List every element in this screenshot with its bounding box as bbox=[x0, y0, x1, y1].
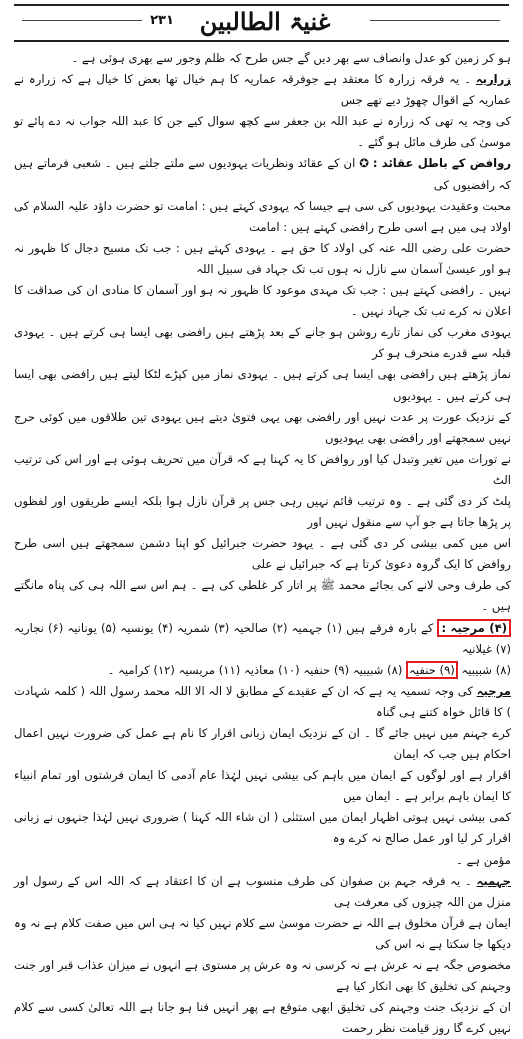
text-line: اس میں کمی بیشی کر دی گئی ہے ۔ یہود حضرت جبرائیل کو اپنا دشمن سمجھتے ہیں اسی طرح روافض کا ایک گروہ دعویٰ کرتا ہے کہ جبرائیل نے علی bbox=[14, 536, 511, 572]
text-line: حضرت علی رضی اللہ عنہ کی اولاد کا حق ہے ۔ یہودی کہتے ہیں : جب تک مسیح دجال کا ظہور نہ ہو اور عیسیٰ آسمان سے نازل نہ ہوں تب تک جہاد فی سبیل اللہ bbox=[14, 240, 511, 276]
text-line: مرجیہ کی وجہ تسمیہ یہ ہے کہ ان کے عقیدے کے مطابق لا الہ الا اللہ محمد رسول اللہ ( کلمہ شہادت ) کا قائل خواہ کتنے ہی گناہ bbox=[14, 683, 511, 719]
text-line: زراریہ ۔ یہ فرقہ زرارہ کا معتقد ہے جوفرقہ عماریہ کا ہم خیال تھا بعض کا خیال ہے کہ زرارہ نے عماریہ کے اقوال چھوڑ دیے تھے جس bbox=[14, 72, 512, 108]
text-line: کمی بیشی نہیں ہوتی اظہار ایمان میں استثنٰی ( ان شاء اللہ کہنا ) ضروری نہیں لہٰذا جنہوں نے زبانی اقرار کر لیا اور عمل صالح نہ کرے وہ bbox=[14, 810, 511, 846]
section-label-zurariya: زراریہ bbox=[475, 72, 512, 87]
text-line: (۸) شبیبیہ (۹) حنفیہ (۸) شبیبیہ (۹) حنفیہ (۱۰) معاذیہ (۱۱) مریسیہ (۱۲) کرامیہ ۔ bbox=[107, 662, 511, 677]
text-line: ان کے نزدیک جنت وجہنم کی تخلیق ابھی متوقع ہے پھر انہیں فنا ہو جانا ہے اللہ تعالیٰ کسی سے کلام نہیں کرے گا روز قیامت نظر رحمت bbox=[14, 1000, 511, 1036]
text-line: کے نزدیک عورت پر عدت نہیں اور رافضی بھی یہی فتویٰ دیتے ہیں یہودی تین طلاقوں میں کوئی حرج نہیں سمجھتے اور رافضی بھی یہودیوں bbox=[14, 409, 511, 445]
header-rule-left bbox=[22, 20, 142, 21]
text-line: ہو کر زمین کو عدل وانصاف سے بھر دیں گے جس طرح کہ ظلم وجور سے بھری ہوئی ہے ۔ bbox=[71, 51, 511, 65]
text-line: (۴) مرجیہ : کے بارہ فرقے ہیں (۱) جہمیہ (۲) صالحیہ (۳) شمریہ (۴) یونسیہ (۵) یونانیہ (۶) نجاریہ (۷) غیلانیہ bbox=[14, 620, 511, 656]
text-line: پلٹ کر دی گئی ہے ۔ وہ ترتیب قائم نہیں رہی جس پر قرآن نازل ہوا بلکہ ایسے طریقوں اور لفظوں پر پڑھا جاتا ہے جو آپ سے منقول نہیں اور bbox=[14, 493, 511, 530]
text-line: محبت وعقیدت یہودیوں کی سی ہے جیسا کہ یہودی کہتے ہیں : امامت تو حضرت داؤد علیہ السلام کی اولاد ہی میں ہے اسی طرح رافضی کہتے ہیں : امامت bbox=[14, 198, 511, 234]
text-line: کرے جہنم میں نہیں جائے گا ۔ ان کے نزدیک ایمان زبانی اقرار کا نام ہے عمل کی ضرورت نہیں اعمال احکام ہیں جب کہ ایمان bbox=[14, 726, 511, 762]
section-label-jahmiya: جہمیہ bbox=[476, 873, 511, 888]
text-line: نہیں ۔ رافضی کہتے ہیں : جب تک مہدی موعود کا ظہور نہ ہو اور آسمان کا منادی ان کی صداقت کا اعلان نہ کرے تب تک جہاد نہیں ۔ bbox=[14, 283, 511, 319]
section-label-murjia: مرجیہ bbox=[476, 683, 511, 698]
text-line: اقرار ہے اور لوگوں کے ایمان میں باہم کی بیشی نہیں لہٰذا عام آدمی کا ایمان فرشتوں اور تمام انبیاء کا ایمان باہم برابر ہے ۔ ایمان میں bbox=[14, 768, 511, 804]
hanafiya-highlight-box: (۹) حنفیہ bbox=[406, 661, 458, 679]
text-line: کی طرف وحی لانے کی بجائے محمد ﷺ پر اتار کر غلطی کی ہے ۔ ہم اس سے اللہ ہی کی پناہ مانگتے ہیں ۔ bbox=[14, 578, 511, 614]
section-label-rawafiz: روافض کے باطل عقائد : bbox=[372, 156, 511, 171]
page-number: ۲۳۱ bbox=[150, 13, 174, 28]
murjia-highlight-box: (۴) مرجیہ : bbox=[437, 619, 511, 637]
header-rule-right bbox=[370, 20, 500, 21]
text-line: یہودی مغرب کی نماز تارے روشن ہو جانے کے بعد پڑھتے ہیں رافضی بھی ایسا ہی کرتے ہیں ۔ یہودی قبلہ سے قدرے منحرف ہو کر bbox=[14, 325, 511, 361]
page-body bbox=[14, 48, 511, 1039]
text-line: مخصوص جگہ ہے نہ عرش ہے نہ کرسی نہ وہ عرش پر مستوی ہے انہوں نے میزان عذاب قبر اور جنت وجہنم کی تخلیق کا بھی انکار کیا ہے bbox=[14, 958, 511, 994]
text-line: ایمان ہے قرآن مخلوق ہے اللہ نے حضرت موسیٰ سے کلام نہیں کیا نہ ہی اس میں صفت کلام ہے نہ وہ دیکھا جا سکتا ہے نہ اس کی bbox=[14, 915, 511, 951]
text-line: روافض کے باطل عقائد : ✪ ان کے عقائد ونظریات یہودیوں سے ملتے جلتے ہیں ۔ شعبی فرماتے ہیں کہ رافضیوں کی bbox=[14, 156, 511, 192]
header-border-bottom bbox=[14, 40, 509, 42]
text-line: کی وجہ یہ تھی کہ زرارہ نے عبد اللہ بن جعفر سے کچھ سوال کیے جن کا عبد اللہ جواب نہ دے پائے تو موسیٰ کی طرف مائل ہو گئے ۔ bbox=[14, 114, 511, 150]
text-line: جہمیہ ۔ یہ فرقہ جہم بن صفوان کی طرف منسوب ہے ان کا اعتقاد ہے کہ اللہ اس کے رسول اور منزل من اللہ چیزوں کی معرفت ہی bbox=[14, 873, 511, 909]
text-line: نے تورات میں تغیر وتبدل کیا اور روافض کا یہ کہنا ہے کہ قرآن میں تحریف ہوئی ہے اور اس کی ترتیب الٹ bbox=[14, 451, 511, 487]
text-line: مؤمن ہے ۔ bbox=[456, 852, 511, 867]
text-line: نماز پڑھتے ہیں رافضی بھی ایسا ہی کرتے ہیں ۔ یہودی نماز میں کپڑے لٹکا لیتے ہیں رافضی بھی ایسا ہی کرتے ہیں ۔ یہودیوں bbox=[14, 367, 511, 403]
star-icon: ✪ bbox=[359, 156, 369, 171]
book-title: غنیۃ الطالبین bbox=[199, 7, 331, 36]
